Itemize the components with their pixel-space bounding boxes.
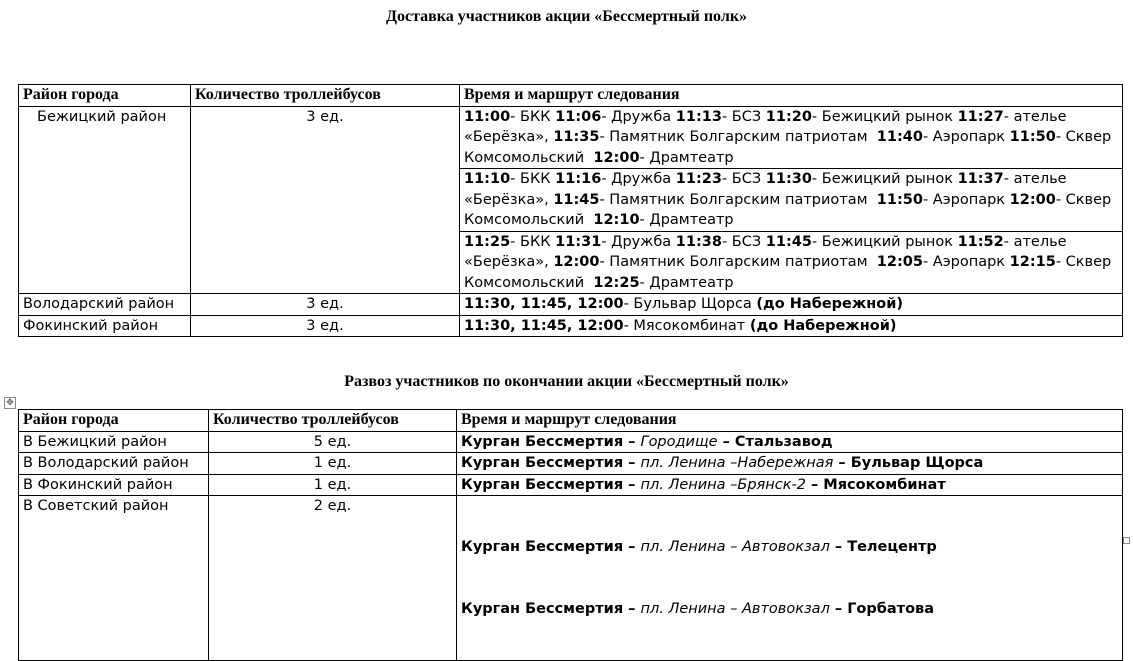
route-text-segment: 11:13: [675, 108, 722, 125]
route-text-segment: - Бежицкий рынок: [811, 171, 958, 187]
route-text-segment: Курган Бессмертия –: [461, 600, 641, 617]
route-line: [461, 537, 1118, 558]
route-text-segment: Курган Бессмертия –: [461, 476, 641, 493]
route-text-segment: Городище: [640, 433, 718, 450]
route-cell: [457, 474, 1123, 496]
route-cell: [460, 315, 1123, 337]
route-cell: [460, 231, 1123, 294]
route-text-segment: (до Набережной): [749, 317, 897, 334]
trolleybus-count: 3 ед.: [191, 315, 460, 337]
route-text-segment: - БСЗ: [721, 108, 766, 125]
route-text-segment: – Стальзавод: [717, 433, 833, 450]
route-text-segment: - Аэропарк: [922, 254, 1010, 270]
district-cell: В Бежицкий район: [19, 431, 209, 453]
route-text-segment: Курган Бессмертия –: [461, 539, 641, 555]
route-text-segment: - Драмтеатр: [639, 149, 734, 166]
route-text-segment: 11:50: [876, 191, 923, 208]
route-text-segment: пл. Ленина – Автовокзал: [640, 539, 830, 555]
delivery-table: [18, 84, 1123, 337]
route-text-segment: пл. Ленина –Брянск-2: [640, 476, 806, 493]
route-text-segment: Курган Бессмертия –: [461, 433, 641, 450]
route-text-segment: - БСЗ: [721, 171, 766, 187]
route-text-segment: 11:06: [555, 108, 602, 125]
table-row: [19, 453, 1123, 475]
trolleybus-count: 2 ед.: [209, 496, 457, 661]
route-text-segment: 11:10: [464, 171, 511, 187]
route-line: [461, 599, 1118, 620]
route-text-segment: 11:40: [876, 129, 923, 145]
route-text-segment: - Бежицкий рынок: [811, 108, 958, 125]
route-text-segment: - Сквер Комсомольский: [464, 254, 1116, 291]
route-text-segment: - Мясокомбинат: [623, 317, 750, 334]
route-text-segment: - БКК: [510, 233, 556, 250]
route-text-segment: – Телецентр: [829, 539, 937, 555]
route-cell: [460, 294, 1123, 316]
route-text-segment: - Сквер Комсомольский: [464, 191, 1116, 228]
route-text-segment: – Мясокомбинат: [805, 476, 946, 493]
route-text-segment: 11:50: [1009, 129, 1056, 145]
delivery-title: Доставка участников акции «Бессмертный полк»: [385, 8, 748, 25]
route-text-segment: 11:31: [555, 233, 602, 250]
header-route: Время и маршрут следования: [460, 85, 1123, 107]
district-cell: В Советский район: [19, 496, 209, 661]
header-route: Время и маршрут следования: [457, 410, 1123, 432]
route-text-segment: - БКК: [510, 108, 556, 125]
route-text-segment: - БКК: [510, 171, 556, 187]
route-text-segment: 11:30, 11:45, 12:00: [464, 317, 624, 334]
district-cell: В Фокинский район: [19, 474, 209, 496]
route-text-segment: Курган Бессмертия –: [461, 455, 641, 471]
route-text-segment: 11:23: [675, 171, 722, 187]
district-cell: В Володарский район: [19, 453, 209, 475]
route-text-segment: 11:16: [555, 171, 602, 187]
district-cell: Володарский район: [19, 294, 191, 316]
route-text-segment: - Дружба: [601, 233, 676, 250]
route-text-segment: - Бежицкий рынок: [811, 233, 958, 250]
route-text-segment: - Памятник Болгарским патриотам: [599, 191, 877, 208]
route-text-segment: - Дружба: [601, 171, 676, 187]
route-text-segment: 11:27: [957, 108, 1004, 125]
trolleybus-count: 3 ед.: [191, 294, 460, 316]
return-table: [18, 409, 1123, 661]
route-text-segment: - Сквер Комсомольский: [464, 129, 1116, 166]
route-text-segment: 12:05: [876, 254, 923, 270]
trolleybus-count: 1 ед.: [209, 453, 457, 475]
header-count: Количество троллейбусов: [191, 85, 460, 107]
route-text-segment: – Горбатова: [829, 600, 935, 617]
route-text-segment: 11:25: [464, 233, 511, 250]
table-row: [19, 474, 1123, 496]
table-header-row: [19, 85, 1123, 107]
route-text-segment: - Памятник Болгарским патриотам: [599, 254, 877, 270]
table-row: [19, 496, 1123, 661]
trolleybus-count: 1 ед.: [209, 474, 457, 496]
route-text-segment: 12:00: [1009, 191, 1056, 208]
header-district: Район города: [19, 85, 191, 107]
route-text-segment: 11:52: [957, 233, 1004, 250]
route-text-segment: 11:30: [765, 171, 812, 187]
route-cell: [457, 496, 1123, 661]
table-row: [19, 294, 1123, 316]
route-text-segment: - Дружба: [601, 108, 676, 125]
route-text-segment: - ателье «Берёзка»,: [464, 108, 1072, 145]
header-district: Район города: [19, 410, 209, 432]
route-text-segment: 11:20: [765, 108, 812, 125]
route-text-segment: 12:15: [1009, 254, 1056, 270]
route-text-segment: пл. Ленина – Автовокзал: [640, 600, 830, 617]
return-title: Развоз участников по окончании акции «Бессмертный полк»: [344, 373, 789, 390]
route-text-segment: 11:45: [553, 191, 600, 208]
route-text-segment: - Драмтеатр: [639, 274, 734, 291]
route-text-segment: 11:30, 11:45, 12:00: [464, 296, 624, 312]
route-text-segment: - Драмтеатр: [639, 212, 734, 228]
route-text-segment: 11:35: [553, 129, 600, 145]
table-row: [19, 106, 1123, 169]
table-header-row: [19, 410, 1123, 432]
route-text-segment: – Бульвар Щорса: [833, 455, 984, 471]
table-move-handle-icon[interactable]: ✥: [4, 397, 16, 409]
route-text-segment: (до Набережной): [756, 296, 904, 312]
route-cell: [457, 453, 1123, 475]
route-text-segment: пл. Ленина –Набережная: [640, 455, 834, 471]
route-text-segment: 12:25: [593, 274, 640, 291]
route-text-segment: 11:45: [765, 233, 812, 250]
route-cell: [457, 431, 1123, 453]
route-text-segment: - БСЗ: [721, 233, 766, 250]
district-cell: Фокинский район: [19, 315, 191, 337]
route-text-segment: - ателье «Берёзка»,: [464, 171, 1072, 208]
route-text-segment: 11:38: [675, 233, 722, 250]
trolleybus-count: 3 ед.: [191, 106, 460, 294]
route-text-segment: - ателье «Берёзка»,: [464, 233, 1072, 270]
route-text-segment: - Памятник Болгарским патриотам: [599, 129, 877, 145]
table-row: [19, 431, 1123, 453]
route-text-segment: - Бульвар Щорса: [623, 296, 757, 312]
route-cell: [460, 106, 1123, 169]
district-cell: Бежицкий район: [19, 106, 191, 294]
route-text-segment: - Аэропарк: [922, 129, 1010, 145]
route-text-segment: 12:00: [553, 254, 600, 270]
route-text-segment: 12:00: [593, 149, 640, 166]
route-text-segment: 12:10: [593, 212, 640, 228]
route-cell: [460, 169, 1123, 232]
table-row: [19, 315, 1123, 337]
route-text-segment: 11:37: [957, 171, 1004, 187]
table-resize-handle[interactable]: [1123, 537, 1130, 544]
header-count: Количество троллейбусов: [209, 410, 457, 432]
route-text-segment: - Аэропарк: [922, 191, 1010, 208]
trolleybus-count: 5 ед.: [209, 431, 457, 453]
route-text-segment: 11:00: [464, 108, 511, 125]
